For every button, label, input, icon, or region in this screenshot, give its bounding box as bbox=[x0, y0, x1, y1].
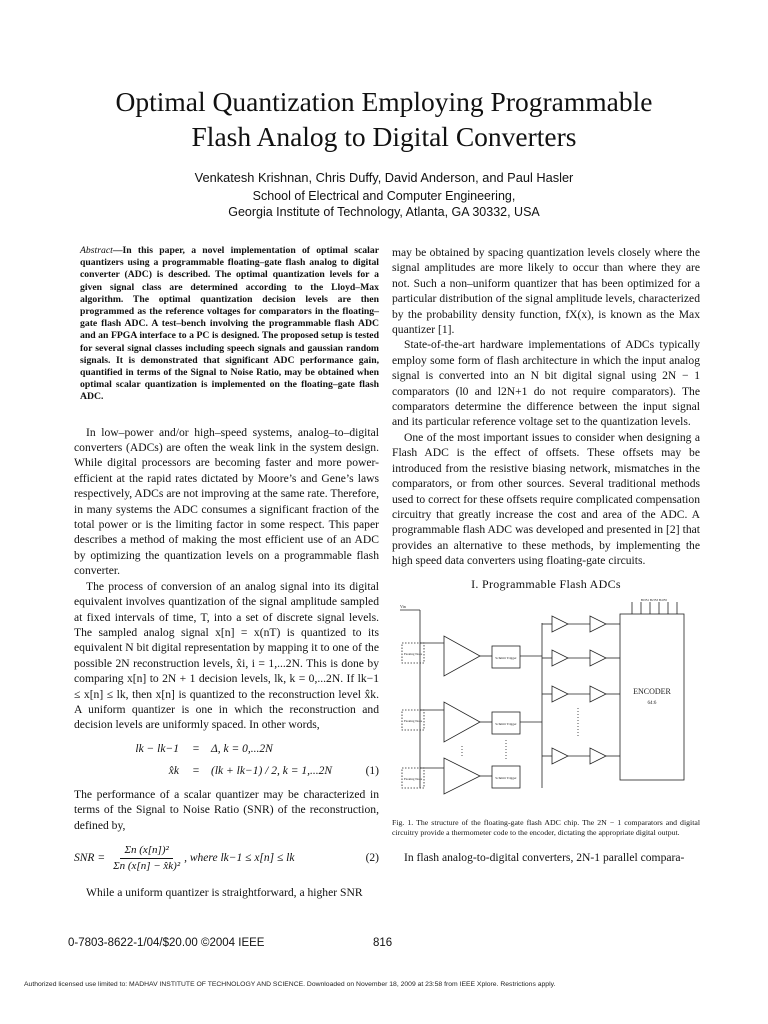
eq2-number: (2) bbox=[365, 852, 379, 865]
comparator-row-2 bbox=[402, 702, 542, 742]
snr-lhs: SNR = bbox=[74, 852, 106, 865]
license-notice: Authorized licensed use limited to: MADHAV INSTITUTE OF TECHNOLOGY AND SCIENCE. Downloaded on November 18, 2009 at 23:58 from IEEE Xplore. Restrictions apply. bbox=[24, 981, 556, 988]
eq1a-rhs: Δ, k = 0,...2N bbox=[211, 743, 273, 756]
output-bit-labels: B0 B1 B2 B3 B4 B5 bbox=[640, 597, 668, 602]
affiliation-line-2: Georgia Institute of Technology, Atlanta, GA 30332, USA bbox=[228, 205, 540, 219]
paper-title bbox=[40, 84, 728, 154]
author-block bbox=[60, 170, 708, 220]
left-paragraph-4: While a uniform quantizer is straightforward, a higher SNR bbox=[86, 885, 363, 899]
snr-fraction bbox=[109, 843, 184, 875]
encoder-sublabel: 64:6 bbox=[647, 700, 657, 706]
eq1b-lhs: x̂k bbox=[168, 765, 179, 778]
equation-2 bbox=[74, 837, 379, 881]
title-line-2: Flash Analog to Digital Converters bbox=[191, 121, 577, 152]
figure-1 bbox=[392, 598, 692, 814]
abstract-text: —In this paper, a novel implementation of optimal scalar quantizers using a programmable floating–gate flash analog to digital converter (ADC) is described. The optimal quantization levels for a given signal class are determined according to the Lloyd–Max algorithm. The optimal quantization decision levels are then programmed as the reference voltages for comparators in the floating–gate flash ADC. A test–bench involving the programmable flash ADC and an FPGA interface to a PC is designed. The proposed setup is tested for several signal classes including speech signals and gaussian random signals. It is demonstrated that significant ADC performance gain, quantified in terms of the Signal to Noise Ratio, may be obtained when optimal scalar quantization is implemented on the floating–gate flash ADC. bbox=[80, 245, 379, 403]
abstract-label: Abstract bbox=[80, 245, 113, 256]
eq1-number: (1) bbox=[365, 765, 379, 778]
left-column bbox=[74, 245, 379, 900]
authors: Venkatesh Krishnan, Chris Duffy, David Anderson, and Paul Hasler bbox=[194, 170, 574, 185]
section-heading: I. Programmable Flash ADCs bbox=[471, 576, 621, 591]
right-paragraph-4: In flash analog-to-digital converters, 2N-1 parallel compara- bbox=[404, 850, 685, 864]
affiliation-line-1: School of Electrical and Computer Engineering, bbox=[252, 189, 516, 203]
snr-paragraph: The performance of a scalar quantizer may be characterized in terms of the Signal to Noise Ratio (SNR) of the reconstruction, defined by, bbox=[74, 787, 379, 832]
eq1b-rhs: (lk + lk−1) / 2, k = 1,...2N bbox=[211, 765, 333, 778]
snr-condition: , where lk−1 ≤ x[n] ≤ lk bbox=[184, 852, 295, 865]
schmitt-label-1: Schmitt Trigger bbox=[495, 655, 517, 660]
title-line-1: Optimal Quantization Employing Programmable bbox=[115, 86, 653, 117]
right-paragraph-1: may be obtained by spacing quantization levels closely where the signal amplitudes are more likely to occur than where they are not. Such a non–uniform quantizer that has been optimized for a particular distribution of the signal amplitude levels, characterized by the probability density function, fX(x), is known as the Max quantizer [1]. bbox=[392, 246, 700, 337]
comparator-row-1 bbox=[402, 636, 542, 676]
floating-label-1: Floating Node bbox=[403, 651, 423, 656]
intro-paragraph-1: In low–power and/or high–speed systems, analog–to–digital converters (ADCs) are often the weak link in the system design. While digital processors are becoming faster and more power-efficient at the rapid rates dictated by Moore’s and Gene’s laws respectively, ADCs are not improving at the same rate. Therefore, in many systems the ADC consumes a significant fraction of the total power or is the limiting factor in some respect. This paper describes a method of making the most efficient use of an ADC by optimizing the quantization levels on a programmable flash converter. bbox=[74, 425, 379, 578]
abstract bbox=[80, 245, 379, 404]
figure-caption: Fig. 1. The structure of the floating-gate flash ADC chip. The 2N − 1 comparators and digital circuitry provide a thermometer code to the encoder, dictating the appropriate digital output. bbox=[392, 817, 700, 837]
snr-numerator: Σn (x[n])² bbox=[120, 843, 172, 859]
right-paragraph-3: One of the most important issues to consider when designing a Flash ADC is the effect of offsets. These offsets may be introduced from the resistive biasing network, mismatches in the comparators, or from other sources. Several traditional methods used to correct for these offsets require complicated compensation circuitry that greatly increase the cost and area of the ADC. A programmable flash ADC was developed and presented in [2] that provides an alternative to these methods, by implementing the high speed data converters using floating-gate circuits. bbox=[392, 430, 700, 568]
intro-paragraph-2: The process of conversion of an analog signal into its digital equivalent involves quantization of the signal amplitude sampled at fixed intervals of time, T, into a set of discrete signal levels. The sampled analog signal x[n] = x(nT) is quantized to its equivalent N bit digital representation by mapping it to one of the possible 2N reconstruction levels, x̂i, i = 1,...2N. This is done by comparing x[n] to 2N + 1 decision levels, lk, k = 0,...2N. If lk−1 ≤ x[n] ≤ lk, then x[n] is quantized to the reconstruction level x̂k. A uniform quantizer is one in which the reconstruction and decision levels are uniformly spaced. In other words, bbox=[74, 579, 379, 732]
schmitt-label-3: Schmitt Trigger bbox=[495, 775, 517, 780]
encoder-label: ENCODER bbox=[633, 686, 671, 696]
right-paragraph-2: State-of-the-art hardware implementations of ADCs typically employ some form of flash architecture in which the input analog signal is converted into an N bit digital signal using 2N − 1 comparators (l0 and l2N+1 do not require comparators). The comparators determine the difference between the input signal and its particular reference voltage set to the quantization levels. bbox=[392, 338, 700, 429]
floating-label-2: Floating Node bbox=[403, 718, 423, 723]
eq1a-lhs: lk − lk−1 bbox=[135, 743, 179, 756]
vin-label: Vin bbox=[400, 603, 406, 609]
floating-label-3: Floating Node bbox=[403, 776, 423, 781]
page-number: 816 bbox=[373, 937, 393, 949]
equation-1: lk − lk−1 = Δ, k = 0,...2N x̂k = (lk + lk−1) / 2, k = 1,...2N (1) bbox=[74, 739, 379, 783]
right-column bbox=[392, 245, 700, 865]
copyright-footer: 0-7803-8622-1/04/$20.00 ©2004 IEEE bbox=[68, 937, 265, 949]
snr-denominator: Σn (x[n] − x̂k)² bbox=[113, 860, 181, 873]
schmitt-label-2: Schmitt Trigger bbox=[495, 721, 517, 726]
flash-adc-schematic bbox=[392, 598, 692, 814]
